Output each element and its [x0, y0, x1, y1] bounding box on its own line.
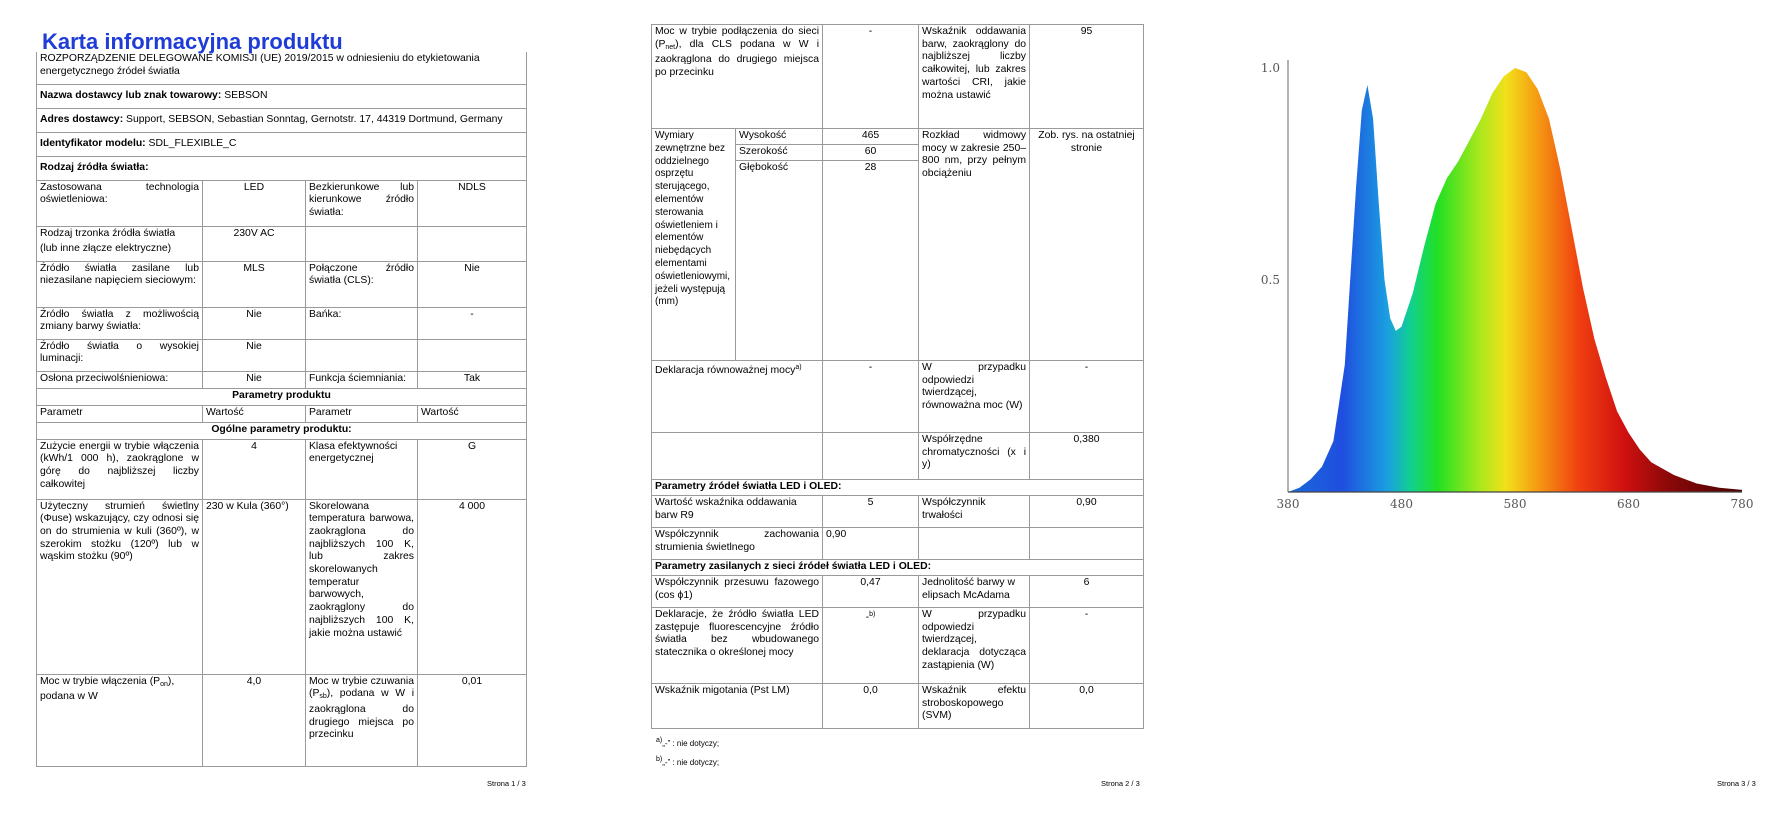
supplier-value: SEBSON: [224, 89, 268, 101]
cct-label: Skorelowana temperatura barwowa, zaokrąglona do najbliższych 100 K, lub zakres skorelowanych temperatur barwowych, zaokrąglony do najbliższych 100 K, jakie można ustawić: [306, 499, 418, 674]
connected-value: Nie: [418, 261, 527, 307]
cap-label-line-1: Rodzaj trzonka źródła światła: [40, 227, 176, 239]
on-mode-power-value: 4,0: [203, 674, 306, 766]
standby-power-subscript: sb: [319, 693, 327, 701]
y-tick-label: 0.5: [1260, 273, 1280, 287]
spectral-distribution-chart: [1240, 0, 1791, 560]
maintenance-factor-label: Współczynnik zachowania strumienia świetlnego: [652, 528, 823, 560]
replacement-claim-value: [823, 608, 919, 684]
replacement-claim-footnote: b): [869, 611, 876, 618]
standby-power-text: ), podana w W i zaokrąglona do drugiego miejsca po przecinku: [309, 688, 414, 741]
envelope-label: Bańka:: [306, 307, 418, 339]
efficiency-class-value: G: [418, 439, 527, 499]
r9-value: 5: [823, 496, 919, 528]
antiglare-label: Osłona przeciwolśnieniowa:: [37, 371, 203, 388]
footnote-b-text: „-” : nie dotyczy;: [662, 758, 720, 767]
width-value: 60: [823, 145, 919, 161]
cap-label: [37, 226, 203, 261]
energy-value: 4: [203, 439, 306, 499]
general-params-header: Ogólne parametry produktu:: [37, 422, 527, 439]
directional-value: NDLS: [418, 180, 527, 226]
network-power-value: -: [823, 25, 919, 129]
height-value: 465: [823, 129, 919, 145]
network-power-text: ), dla CLS podana w W i zaokrąglona do drugiego miejsca po przecinku: [655, 38, 820, 79]
col-value-header: Wartość: [203, 405, 306, 422]
empty-cell: [1030, 528, 1144, 560]
flicker-label: Wskaźnik migotania (Pst LM): [652, 684, 823, 729]
empty-cell: [919, 528, 1030, 560]
col-param-header: Parametr: [306, 405, 418, 422]
model-label: Identyfikator modelu:: [40, 137, 146, 149]
flicker-value: 0,0: [823, 684, 919, 729]
mains-label: Źródło światła zasilane lub niezasilane napięciem sieciowym:: [37, 261, 203, 307]
stroboscopic-label: Wskaźnik efektu stroboskopowego (SVM): [919, 684, 1030, 729]
source-type-header: Rodzaj źródła światła:: [37, 156, 527, 180]
page-3: [1240, 0, 1791, 826]
tech-label: Zastosowana technologia oświetleniowa:: [37, 180, 203, 226]
connected-label: Połączone źródło światła (CLS):: [306, 261, 418, 307]
y-tick-labels: [1261, 61, 1280, 287]
cap-value: 230V AC: [203, 226, 306, 261]
page-number: Strona 3 / 3: [1717, 779, 1756, 788]
flux-value: 230 w Kula (360°): [203, 499, 306, 674]
product-info-table-2: [651, 24, 1144, 729]
equivalent-power-value: -: [823, 361, 919, 433]
col-param-header: Parametr: [37, 405, 203, 422]
params-header: Parametry produktu: [37, 388, 527, 405]
replacement-claim-value-text: -: [865, 612, 870, 623]
equivalent-watts-label: W przypadku odpowiedzi twierdzącej, równoważna moc (W): [919, 361, 1030, 433]
spectral-distribution-value: Zob. rys. na ostatniej stronie: [1030, 129, 1144, 361]
energy-label: Zużycie energii w trybie włączenia (kWh/1 000 h), zaokrąglone w górę do najbliższej liczby całkowitej: [37, 439, 203, 499]
equivalent-power-label: [652, 361, 823, 433]
footnote-a: [656, 733, 719, 752]
empty-cell: [306, 339, 418, 371]
page-number: Strona 2 / 3: [1101, 779, 1140, 788]
x-tick-label: 380: [1276, 497, 1300, 511]
chromaticity-label: Współrzędne chromatyczności (x i y): [919, 433, 1030, 480]
standby-power-value: 0,01: [418, 674, 527, 766]
envelope-value: -: [418, 307, 527, 339]
on-mode-power-text: Moc w trybie włączenia (P: [40, 675, 161, 687]
cri-value: 95: [1030, 25, 1144, 129]
efficiency-class-label: Klasa efektywności energetycznej: [306, 439, 418, 499]
equivalent-power-footnote: a): [795, 364, 802, 371]
replacement-watts-value: -: [1030, 608, 1144, 684]
tech-value: LED: [203, 180, 306, 226]
x-tick-label: 480: [1390, 497, 1413, 511]
x-tick-label: 580: [1503, 497, 1527, 511]
chromaticity-value: 0,380: [1030, 433, 1144, 480]
supplier-row: [37, 84, 527, 108]
on-mode-power-subscript: on: [160, 680, 168, 688]
page-number: Strona 1 / 3: [487, 779, 526, 788]
mcadam-value: 6: [1030, 576, 1144, 608]
dimmable-value: Tak: [418, 371, 527, 388]
equivalent-watts-value: -: [1030, 361, 1144, 433]
footnote-a-mark: a): [656, 737, 663, 744]
model-row: [37, 132, 527, 156]
spectral-distribution-label: Rozkład widmowy mocy w zakresie 250–800 nm, przy pełnym obciążeniu: [919, 129, 1030, 361]
dimensions-label: Wymiary zewnętrzne bez oddzielnego osprzętu sterującego, elementów sterowania oświetleniem i elementów niebędących elementami oświetleniowymi, jeżeli występują (mm): [652, 129, 736, 361]
y-tick-label: 1.0: [1260, 61, 1280, 75]
standby-power-label: [306, 674, 418, 766]
depth-label: Głębokość: [736, 161, 823, 361]
maintenance-factor-value: 0,90: [823, 528, 919, 560]
survival-factor-label: Współczynnik trwałości: [919, 496, 1030, 528]
directional-label: Bezkierunkowe lub kierunkowe źródło światła:: [306, 180, 418, 226]
mains-led-params-header: Parametry zasilanych z sieci źródeł światła LED i OLED:: [652, 560, 1144, 576]
power-factor-label: Współczynnik przesuwu fazowego (cos ϕ1): [652, 576, 823, 608]
supplier-label: Nazwa dostawcy lub znak towarowy:: [40, 89, 222, 101]
survival-factor-value: 0,90: [1030, 496, 1144, 528]
x-tick-label: 680: [1617, 497, 1640, 511]
tunable-label: Źródło światła z możliwością zmiany barwy światła:: [37, 307, 203, 339]
footnote-b-mark: b): [656, 756, 663, 763]
network-power-text: Moc w trybie podłączenia do sieci (P: [655, 26, 820, 50]
cri-label: Wskaźnik oddawania barw, zaokrąglony do najbliższej liczby całkowitej, lub zakres wartości CRI, jakie można ustawić: [919, 25, 1030, 129]
empty-cell: [306, 226, 418, 261]
empty-cell: [418, 339, 527, 371]
replacement-watts-label: W przypadku odpowiedzi twierdzącej, deklaracja dotycząca zastąpienia (W): [919, 608, 1030, 684]
footnote-a-text: „-” : nie dotyczy;: [662, 739, 720, 748]
high-luminance-label: Źródło światła o wysokiej luminacji:: [37, 339, 203, 371]
height-label: Wysokość: [736, 129, 823, 145]
r9-label: Wartość wskaźnika oddawania barw R9: [652, 496, 823, 528]
document-title: Karta informacyjna produktu: [42, 29, 343, 54]
x-tick-label: 780: [1730, 497, 1754, 511]
cct-value: 4 000: [418, 499, 527, 674]
empty-cell: [823, 433, 919, 480]
spectral-curve-area: [1288, 68, 1742, 492]
page-1: [0, 0, 545, 826]
footnote-b: [656, 752, 719, 771]
width-label: Szerokość: [736, 145, 823, 161]
on-mode-power-label: [37, 674, 203, 766]
footnotes: [656, 733, 719, 771]
dimmable-label: Funkcja ściemniania:: [306, 371, 418, 388]
power-factor-value: 0,47: [823, 576, 919, 608]
mains-value: MLS: [203, 261, 306, 307]
standby-power-text: Moc w trybie czuwania (P: [309, 675, 414, 700]
model-value: SDL_FLEXIBLE_C: [148, 137, 237, 149]
tunable-value: Nie: [203, 307, 306, 339]
product-info-table-1: [36, 52, 527, 767]
led-params-header: Parametry źródeł światła LED i OLED:: [652, 480, 1144, 496]
on-mode-power-text: ), podana w W: [40, 675, 175, 703]
address-value: Support, SEBSON, Sebastian Sonntag, Gernotstr. 17, 44319 Dortmund, Germany: [126, 113, 503, 125]
col-value-header: Wartość: [418, 405, 527, 422]
flux-label: Użyteczny strumień świetlny (Φuse) wskazujący, czy odnosi się on do strumienia w kuli (360º), w szerokim stożku (120º) lub w wąskim stożku (90º): [37, 499, 203, 674]
equivalent-power-text: Deklaracja równoważnej mocy: [655, 365, 796, 376]
regulation-text: ROZPORZĄDZENIE DELEGOWANE KOMISJI (UE) 2019/2015 w odniesieniu do etykietowania energetycznego źródeł światła: [37, 52, 527, 84]
empty-cell: [418, 226, 527, 261]
network-power-subscript: net: [665, 43, 676, 51]
replacement-claim-label: Deklaracje, że źródło światła LED zastępuje fluorescencyjne źródło światła bez wbudowanego statecznika o określonej mocy: [652, 608, 823, 684]
x-tick-labels: [1277, 497, 1754, 511]
empty-cell: [652, 433, 823, 480]
stroboscopic-value: 0,0: [1030, 684, 1144, 729]
depth-value: 28: [823, 161, 919, 361]
network-power-label: [652, 25, 823, 129]
antiglare-value: Nie: [203, 371, 306, 388]
mcadam-label: Jednolitość barwy w elipsach McAdama: [919, 576, 1030, 608]
high-luminance-value: Nie: [203, 339, 306, 371]
cap-label-line-2: (lub inne złącze elektryczne): [40, 243, 172, 255]
address-row: [37, 108, 527, 132]
page-2: [625, 0, 1185, 826]
address-label: Adres dostawcy:: [40, 113, 124, 125]
